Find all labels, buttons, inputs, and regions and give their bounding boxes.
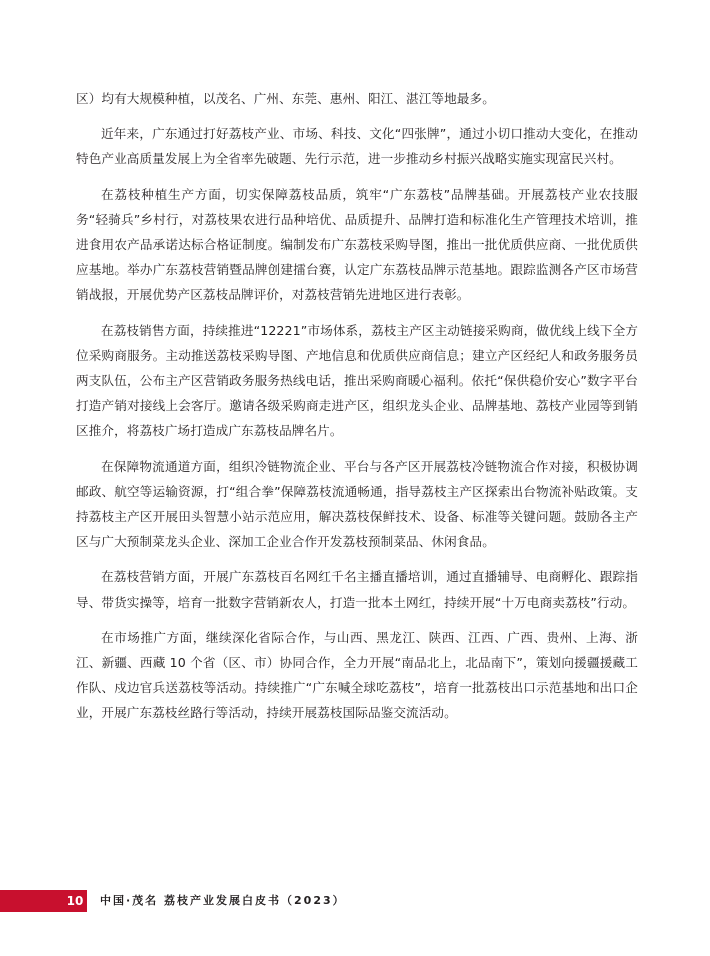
document-body [76,86,638,736]
paragraph-continuation: 区）均有大规模种植，以茂名、广州、东莞、惠州、阳江、湛江等地最多。 [76,91,495,106]
paragraph-promotion: 在市场推广方面，继续深化省际合作，与山西、黑龙江、陕西、江西、广西、贵州、上海、浙江、新疆、西藏 10 个省（区、市）协同合作，全力开展“南品北上，北品南下”，策划向援疆援藏工作队、戍边官兵送荔枝等活动。持续推广“广东喊全球吃荔枝”，培育一批荔枝出口示范基地和出口企业，开展广东荔枝丝路行等活动，持续开展荔枝国际品鉴交流活动。 [76,629,638,721]
book-title: 中国·茂名 荔枝产业发展白皮书（2023） [100,894,346,907]
paragraph-intro: 近年来，广东通过打好荔枝产业、市场、科技、文化“四张牌”，通过小切口推动大变化，在推动特色产业高质量发展上为全省率先破题、先行示范，进一步推动乡村振兴战略实施实现富民兴村。 [76,126,638,167]
paragraph-sales: 在荔枝销售方面，持续推进“12221”市场体系，荔枝主产区主动链接采购商，做优线上线下全方位采购商服务。主动推送荔枝采购导图、产地信息和优质供应商信息；建立产区经纪人和政务服务员两支队伍，公布主产区营销政务服务热线电话，推出采购商暖心福利。依托“保供稳价安心”数字平台打造产销对接线上会客厅。邀请各级采购商走进产区，组织龙头企业、品牌基地、荔枝产业园等到销区推介，将荔枝广场打造成广东荔枝品牌名片。 [76,322,638,439]
page-footer [0,890,710,912]
paragraph-planting: 在荔枝种植生产方面，切实保障荔枝品质，筑牢“广东荔枝”品牌基础。开展荔枝产业农技服务“轻骑兵”乡村行，对荔枝果农进行品种培优、品质提升、品牌打造和标准化生产管理技术培训，推进食用农产品承诺达标合格证制度。编制发布广东荔枝采购导图，推出一批优质供应商、一批优质供应基地。举办广东荔枝营销暨品牌创建擂台赛，认定广东荔枝品牌示范基地。跟踪监测各产区市场营销战报，开展优势产区荔枝品牌评价，对荔枝营销先进地区进行表彰。 [76,186,638,303]
page-number: 10 [66,894,84,908]
paragraph-logistics: 在保障物流通道方面，组织冷链物流企业、平台与各产区开展荔枝冷链物流合作对接，积极协调邮政、航空等运输资源，打“组合拳”保障荔枝流通畅通，指导荔枝主产区探索出台物流补贴政策。支持荔枝主产区开展田头智慧小站示范应用，解决荔枝保鲜技术、设备、标准等关键问题。鼓励各主产区与广大预制菜龙头企业、深加工企业合作开发荔枝预制菜品、休闲食品。 [76,458,638,550]
paragraph-marketing: 在荔枝营销方面，开展广东荔枝百名网红千名主播直播培训，通过直播辅导、电商孵化、跟踪指导、带货实操等，培育一批数字营销新农人，打造一批本土网红，持续开展“十万电商卖荔枝”行动。 [76,569,638,610]
